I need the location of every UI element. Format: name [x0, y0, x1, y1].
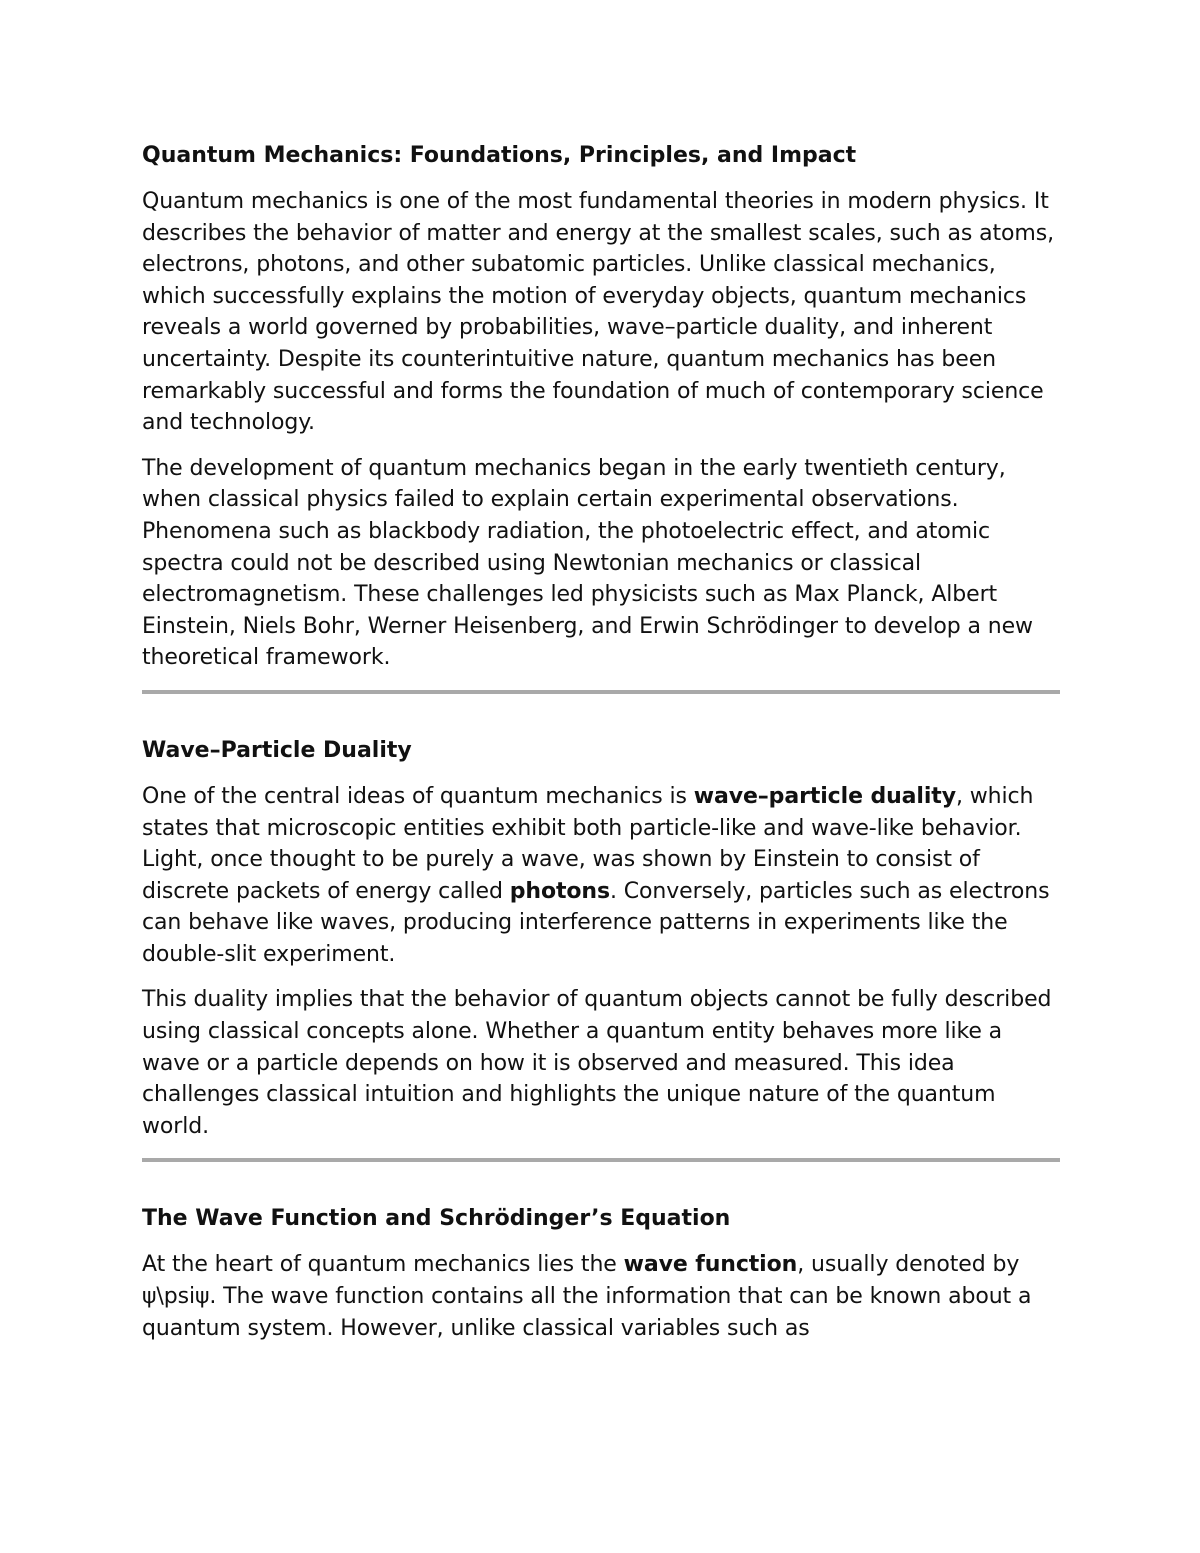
document-title: Quantum Mechanics: Foundations, Principles, and Impact [142, 143, 857, 168]
text-run: One of the central ideas of quantum mechanics is [142, 783, 694, 809]
term-photons: photons [509, 878, 610, 904]
intro-paragraph-2: The development of quantum mechanics began in the early twentieth century, when classical physics failed to explain certain experimental observations. Phenomena such as blackbody radiation, the photoelectric effect, and atomic spectra could not be described using Newtonian mechanics or classical electromagnetism. These challenges led physicists such as Max Planck, Albert Einstein, Niels Bohr, Werner Heisenberg, and Erwin Schrödinger to develop a new theoretical framework. [142, 455, 1033, 671]
intro-paragraph-1: Quantum mechanics is one of the most fundamental theories in modern physics. It describes the behavior of matter and energy at the smallest scales, such as atoms, electrons, photons, and other subatomic particles. Unlike classical mechanics, which successfully explains the motion of everyday objects, quantum mechanics reveals a world governed by probabilities, wave–particle duality, and inherent uncertainty. Despite its counterintuitive nature, quantum mechanics has been remarkably successful and forms the foundation of much of contemporary science and technology. [142, 189, 1054, 436]
text-run: , which states that microscopic entities exhibit both particle-like and wave-like behavior. Light, once thought to be purely a wave, was shown by Einstein to consist of discrete packets of energy called [142, 783, 1034, 904]
term-wave-function: wave function [623, 1252, 798, 1278]
duality-paragraph-2: This duality implies that the behavior of quantum objects cannot be fully described using classical concepts alone. Whether a quantum entity behaves more like a wave or a particle depends on how it is observed and measured. This idea challenges classical intuition and highlights the unique nature of the quantum world. [142, 987, 1052, 1139]
section-heading-wave-function: The Wave Function and Schrödinger’s Equation [142, 1206, 731, 1232]
term-wave-particle-duality: wave–particle duality [693, 783, 956, 809]
duality-paragraph-1 [142, 781, 1060, 971]
section-divider [142, 690, 1060, 694]
text-run: , usually denoted by ψ\psiψ. The wave function contains all the information that can be known about a quantum system. However, unlike classical variables such as [142, 1252, 1032, 1341]
wave-function-paragraph-1 [142, 1249, 1060, 1344]
text-run: . Conversely, particles such as electrons can behave like waves, producing interference patterns in experiments like the double-slit experiment. [142, 878, 1050, 967]
document-page [142, 140, 1060, 1344]
text-run: At the heart of quantum mechanics lies the [142, 1252, 624, 1278]
section-heading-duality: Wave–Particle Duality [142, 737, 412, 763]
section-divider [142, 1158, 1060, 1162]
